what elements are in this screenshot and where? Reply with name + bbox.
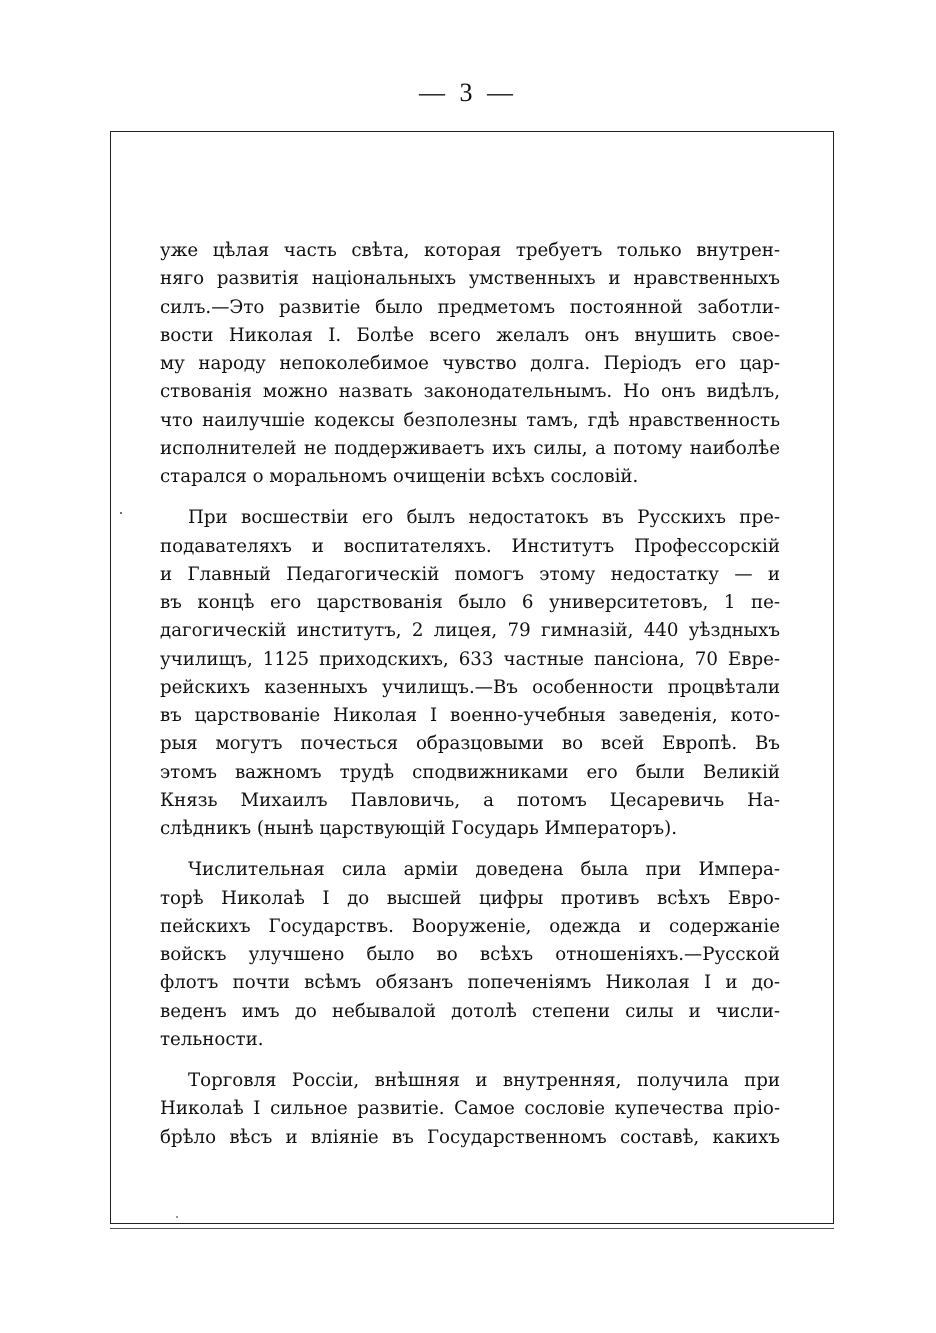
text-line: въ царствованіе Николая I военно-учебныя заведенія, кото- [160, 705, 780, 726]
text-line: няго развитія національныхъ умственныхъ и нравственныхъ [160, 268, 780, 290]
paragraph-gap [160, 491, 780, 504]
text-line: флотъ почти всѣмъ обязанъ попеченіямъ Николая I и до- [160, 972, 780, 994]
text-line: му народу непоколебимое чувство долга. Періодъ его цар- [160, 353, 780, 374]
text-line: дагогическій институтъ, 2 лицея, 79 гимназій, 440 уѣздныхъ [160, 620, 780, 642]
text-line: торѣ Николаѣ I до высшей цифры противъ всѣхъ Евро- [160, 887, 780, 909]
text-line: этомъ важномъ трудѣ сподвижниками его были Великій [160, 761, 780, 783]
paragraph-4 [160, 1067, 780, 1152]
text-line: Князь Михаилъ Павловичь, а потомъ Цесаревичь На- [160, 789, 780, 811]
text-line: вости Николая I. Болѣе всего желалъ онъ внушить свое- [160, 324, 780, 346]
text-line: Торговля Россіи, внѣшняя и внутренняя, получила при [188, 1070, 780, 1091]
text-line: слѣдникъ (нынѣ царствующій Государь Императоръ). [160, 818, 677, 839]
paragraph-1 [160, 237, 780, 491]
text-line: Числительная сила арміи доведена была при Импера- [188, 859, 780, 881]
print-speck [176, 1216, 178, 1218]
text-line: въ концѣ его царствованія было 6 университетовъ, 1 пе- [160, 592, 780, 613]
print-speck [120, 512, 122, 514]
text-line: тельности. [160, 1028, 264, 1050]
text-line: училищъ, 1125 приходскихъ, 633 частные пансіона, 70 Евре- [160, 648, 780, 670]
frame-bottom-rule [110, 1228, 834, 1229]
page-number: — 3 — [419, 78, 517, 107]
paragraph-2 [160, 504, 780, 843]
text-line: рыя могутъ почесться образцовыми во всей Европѣ. Въ [160, 733, 780, 755]
text-line: войскъ улучшено было во всѣхъ отношеніяхъ.—Русской [160, 944, 780, 965]
text-line: брѣло вѣсъ и вліяніе въ Государственномъ составѣ, какихъ [160, 1126, 780, 1148]
text-line: рейскихъ казенныхъ училищъ.—Въ особенности процвѣтали [160, 676, 780, 698]
text-line: старался о моральномъ очищеніи всѣхъ сословій. [160, 466, 639, 487]
text-line: пейскихъ Государствъ. Вооруженіе, одежда и содержаніе [160, 915, 780, 937]
paragraph-3 [160, 856, 780, 1054]
paragraph-gap [160, 843, 780, 856]
body-text [160, 237, 780, 1152]
text-line: подавателяхъ и воспитателяхъ. Институтъ Профессорскій [160, 535, 780, 557]
text-line: ствованія можно назвать законодательнымъ. Но онъ видѣлъ, [160, 381, 780, 403]
text-line: силъ.—Это развитіе было предметомъ постоянной заботли- [160, 296, 780, 318]
text-line: что наилучшіе кодексы безполезны тамъ, гдѣ нравственность [160, 409, 780, 431]
text-line: исполнителей не поддерживаетъ ихъ силы, а потому наиболѣе [160, 437, 780, 459]
text-line: Николаѣ I сильное развитіе. Самое сословіе купечества пріо- [160, 1098, 780, 1120]
text-line: веденъ имъ до небывалой дотолѣ степени силы и числи- [160, 1000, 780, 1022]
text-line: и Главный Педагогическій помогъ этому недостатку — и [160, 563, 780, 585]
paragraph-gap [160, 1054, 780, 1067]
text-line: При восшествіи его былъ недостатокъ въ Русскихъ пре- [188, 507, 780, 529]
text-line: уже цѣлая часть свѣта, которая требуетъ только внутрен- [160, 240, 780, 261]
